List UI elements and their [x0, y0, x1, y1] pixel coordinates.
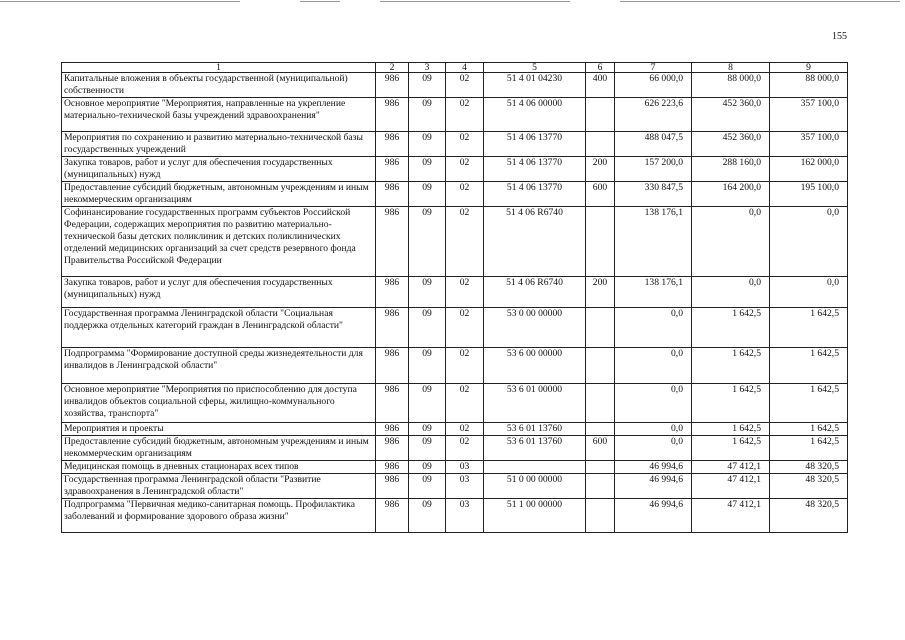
section-cell: 09: [409, 131, 446, 156]
table-row: [62, 422, 848, 435]
expense-type-cell: [586, 383, 615, 422]
subsection-cell: 03: [446, 460, 484, 473]
expense-type-cell: 400: [586, 73, 615, 98]
amount-year2-cell: 1 642,5: [692, 347, 770, 383]
row-name-cell: Закупка товаров, работ и услуг для обеспечения государственных (муниципальных) нужд: [62, 156, 376, 181]
row-name-cell: Предоставление субсидий бюджетным, автономным учреждениям и иным некоммерческим организациям: [62, 435, 376, 460]
subsection-cell: 03: [446, 498, 484, 532]
expense-type-cell: 600: [586, 181, 615, 206]
row-name-cell: Медицинская помощь в дневных стационарах всех типов: [62, 460, 376, 473]
expense-type-cell: [586, 97, 615, 131]
amount-year3-cell: 48 320,5: [770, 498, 848, 532]
gov-code-cell: 986: [376, 181, 409, 206]
expense-type-cell: [586, 460, 615, 473]
subsection-cell: 02: [446, 307, 484, 347]
amount-year2-cell: 452 360,0: [692, 131, 770, 156]
expense-type-cell: 200: [586, 276, 615, 307]
table-row: [62, 473, 848, 498]
section-cell: 09: [409, 206, 446, 276]
table-row: [62, 156, 848, 181]
gov-code-cell: 986: [376, 131, 409, 156]
header-cell: 7: [615, 63, 692, 73]
subsection-cell: 02: [446, 97, 484, 131]
amount-year1-cell: 0,0: [615, 307, 692, 347]
gov-code-cell: 986: [376, 422, 409, 435]
top-edge-rule: [300, 1, 340, 2]
top-edge-rule: [620, 1, 900, 2]
section-cell: 09: [409, 347, 446, 383]
amount-year3-cell: 195 100,0: [770, 181, 848, 206]
subsection-cell: 02: [446, 383, 484, 422]
expense-type-cell: [586, 347, 615, 383]
amount-year1-cell: 0,0: [615, 383, 692, 422]
gov-code-cell: 986: [376, 156, 409, 181]
target-article-cell: 51 4 01 04230: [484, 73, 586, 98]
section-cell: 09: [409, 473, 446, 498]
table-row: [62, 498, 848, 532]
row-name-cell: Подпрограмма "Формирование доступной среды жизнедеятельности для инвалидов в Ленинградской области": [62, 347, 376, 383]
amount-year3-cell: 357 100,0: [770, 131, 848, 156]
header-cell: 3: [409, 63, 446, 73]
amount-year3-cell: 48 320,5: [770, 460, 848, 473]
amount-year2-cell: 0,0: [692, 206, 770, 276]
budget-table: [61, 62, 848, 533]
table-row: [62, 276, 848, 307]
amount-year3-cell: 1 642,5: [770, 435, 848, 460]
row-name-cell: Государственная программа Ленинградской области "Социальная поддержка отдельных категорий граждан в Ленинградской области": [62, 307, 376, 347]
section-cell: 09: [409, 73, 446, 98]
amount-year2-cell: 1 642,5: [692, 422, 770, 435]
table-row: [62, 206, 848, 276]
target-article-cell: 53 0 00 00000: [484, 307, 586, 347]
gov-code-cell: 986: [376, 383, 409, 422]
table-row: [62, 460, 848, 473]
table-row: [62, 73, 848, 98]
table-row: [62, 97, 848, 131]
amount-year1-cell: 157 200,0: [615, 156, 692, 181]
amount-year1-cell: 488 047,5: [615, 131, 692, 156]
gov-code-cell: 986: [376, 460, 409, 473]
amount-year1-cell: 138 176,1: [615, 276, 692, 307]
row-name-cell: Мероприятия по сохранению и развитию материально-технической базы государственных учреждений: [62, 131, 376, 156]
table-row: [62, 307, 848, 347]
amount-year3-cell: 48 320,5: [770, 473, 848, 498]
amount-year2-cell: 1 642,5: [692, 383, 770, 422]
amount-year2-cell: 47 412,1: [692, 473, 770, 498]
expense-type-cell: 600: [586, 435, 615, 460]
amount-year2-cell: 0,0: [692, 276, 770, 307]
amount-year2-cell: 47 412,1: [692, 498, 770, 532]
header-row: [62, 63, 848, 73]
amount-year2-cell: 1 642,5: [692, 435, 770, 460]
page-number: 155: [832, 31, 847, 42]
amount-year3-cell: 1 642,5: [770, 383, 848, 422]
amount-year1-cell: 0,0: [615, 422, 692, 435]
amount-year1-cell: 626 223,6: [615, 97, 692, 131]
subsection-cell: 02: [446, 435, 484, 460]
header-cell: 4: [446, 63, 484, 73]
amount-year1-cell: 330 847,5: [615, 181, 692, 206]
section-cell: 09: [409, 181, 446, 206]
amount-year3-cell: 0,0: [770, 276, 848, 307]
amount-year2-cell: 452 360,0: [692, 97, 770, 131]
gov-code-cell: 986: [376, 276, 409, 307]
target-article-cell: 51 4 06 R6740: [484, 206, 586, 276]
target-article-cell: 51 4 06 13770: [484, 181, 586, 206]
gov-code-cell: 986: [376, 307, 409, 347]
table-row: [62, 347, 848, 383]
amount-year1-cell: 0,0: [615, 435, 692, 460]
row-name-cell: Предоставление субсидий бюджетным, автономным учреждениям и иным некоммерческим организациям: [62, 181, 376, 206]
subsection-cell: 02: [446, 131, 484, 156]
section-cell: 09: [409, 422, 446, 435]
target-article-cell: [484, 460, 586, 473]
subsection-cell: 02: [446, 156, 484, 181]
table-row: [62, 435, 848, 460]
section-cell: 09: [409, 97, 446, 131]
amount-year2-cell: 47 412,1: [692, 460, 770, 473]
section-cell: 09: [409, 276, 446, 307]
subsection-cell: 03: [446, 473, 484, 498]
gov-code-cell: 986: [376, 347, 409, 383]
amount-year1-cell: 46 994,6: [615, 473, 692, 498]
amount-year2-cell: 164 200,0: [692, 181, 770, 206]
target-article-cell: 51 0 00 00000: [484, 473, 586, 498]
expense-type-cell: [586, 422, 615, 435]
target-article-cell: 53 6 00 00000: [484, 347, 586, 383]
section-cell: 09: [409, 307, 446, 347]
section-cell: 09: [409, 435, 446, 460]
header-cell: 1: [62, 63, 376, 73]
amount-year3-cell: 1 642,5: [770, 307, 848, 347]
target-article-cell: 53 6 01 00000: [484, 383, 586, 422]
amount-year2-cell: 288 160,0: [692, 156, 770, 181]
subsection-cell: 02: [446, 422, 484, 435]
amount-year1-cell: 46 994,6: [615, 460, 692, 473]
section-cell: 09: [409, 498, 446, 532]
header-cell: 2: [376, 63, 409, 73]
target-article-cell: 51 4 06 13770: [484, 131, 586, 156]
table-row: [62, 131, 848, 156]
amount-year3-cell: 1 642,5: [770, 347, 848, 383]
subsection-cell: 02: [446, 181, 484, 206]
subsection-cell: 02: [446, 206, 484, 276]
amount-year1-cell: 138 176,1: [615, 206, 692, 276]
subsection-cell: 02: [446, 276, 484, 307]
amount-year1-cell: 46 994,6: [615, 498, 692, 532]
target-article-cell: 51 4 06 00000: [484, 97, 586, 131]
table-row: [62, 181, 848, 206]
gov-code-cell: 986: [376, 97, 409, 131]
gov-code-cell: 986: [376, 73, 409, 98]
expense-type-cell: 200: [586, 156, 615, 181]
header-cell: 5: [484, 63, 586, 73]
table-row: [62, 383, 848, 422]
row-name-cell: Софинансирование государственных программ субъектов Российской Федерации, содержащих мероприятия по развитию материально-технической базы детских поликлиник и детских поликлинических отделений медицинских организаций за счет средств резервного фонда Правительства Российской Федерации: [62, 206, 376, 276]
amount-year3-cell: 357 100,0: [770, 97, 848, 131]
header-cell: 9: [770, 63, 848, 73]
amount-year3-cell: 0,0: [770, 206, 848, 276]
section-cell: 09: [409, 156, 446, 181]
amount-year3-cell: 162 000,0: [770, 156, 848, 181]
target-article-cell: 51 4 06 R6740: [484, 276, 586, 307]
gov-code-cell: 986: [376, 435, 409, 460]
expense-type-cell: [586, 307, 615, 347]
row-name-cell: Основное мероприятие "Мероприятия по приспособлению для доступа инвалидов объектов социальной сферы, жилищно-коммунального хозяйства, транспорта": [62, 383, 376, 422]
subsection-cell: 02: [446, 73, 484, 98]
gov-code-cell: 986: [376, 206, 409, 276]
target-article-cell: 51 1 00 00000: [484, 498, 586, 532]
row-name-cell: Государственная программа Ленинградской области "Развитие здравоохранения в Ленинградской области": [62, 473, 376, 498]
section-cell: 09: [409, 460, 446, 473]
amount-year3-cell: 1 642,5: [770, 422, 848, 435]
expense-type-cell: [586, 206, 615, 276]
expense-type-cell: [586, 498, 615, 532]
expense-type-cell: [586, 473, 615, 498]
row-name-cell: Мероприятия и проекты: [62, 422, 376, 435]
row-name-cell: Капитальные вложения в объекты государственной (муниципальной) собственности: [62, 73, 376, 98]
row-name-cell: Основное мероприятие "Мероприятия, направленные на укрепление материально-технической базы учреждений здравоохранения": [62, 97, 376, 131]
target-article-cell: 53 6 01 13760: [484, 422, 586, 435]
target-article-cell: 53 6 01 13760: [484, 435, 586, 460]
row-name-cell: Подпрограмма "Первичная медико-санитарная помощь. Профилактика заболеваний и формирование здорового образа жизни": [62, 498, 376, 532]
amount-year1-cell: 66 000,0: [615, 73, 692, 98]
header-cell: 8: [692, 63, 770, 73]
top-edge-rule: [0, 1, 240, 2]
gov-code-cell: 986: [376, 473, 409, 498]
amount-year2-cell: 1 642,5: [692, 307, 770, 347]
amount-year1-cell: 0,0: [615, 347, 692, 383]
top-edge-rule: [380, 1, 570, 2]
section-cell: 09: [409, 383, 446, 422]
target-article-cell: 51 4 06 13770: [484, 156, 586, 181]
header-cell: 6: [586, 63, 615, 73]
amount-year2-cell: 88 000,0: [692, 73, 770, 98]
gov-code-cell: 986: [376, 498, 409, 532]
subsection-cell: 02: [446, 347, 484, 383]
row-name-cell: Закупка товаров, работ и услуг для обеспечения государственных (муниципальных) нужд: [62, 276, 376, 307]
amount-year3-cell: 88 000,0: [770, 73, 848, 98]
expense-type-cell: [586, 131, 615, 156]
